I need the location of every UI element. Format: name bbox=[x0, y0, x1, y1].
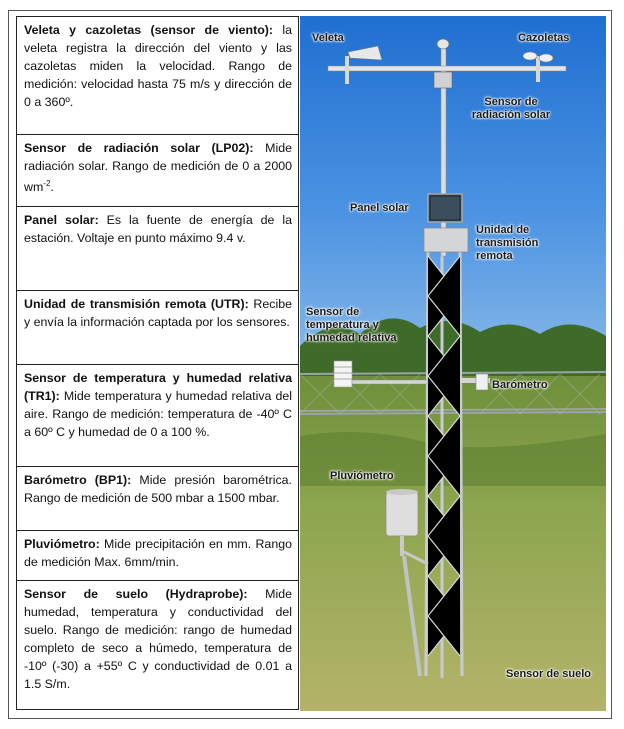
label-pluviometro: Pluviómetro bbox=[330, 470, 394, 482]
row-wind-sensor bbox=[16, 16, 299, 134]
remote-unit-box bbox=[424, 228, 468, 252]
row-title: Sensor de temperatura y humedad relativa (TR1): bbox=[24, 371, 292, 403]
row-title: Veleta y cazoletas (sensor de viento): bbox=[24, 23, 274, 37]
row-text: Mide radiación solar. Rango de medición de 0 a 2000 wm bbox=[24, 141, 292, 195]
row-remote-unit bbox=[16, 290, 299, 364]
row-text: Mide humedad, temperatura y conductividad del suelo. Rango de medición: rango de humedad completo de seco a húmedo, temperatura de -10º (-30) a +55º C y conductividad de 0.01 a 1.5 S/m. bbox=[24, 587, 292, 691]
row-solar-panel bbox=[16, 206, 299, 290]
label-utr: Unidad de transmisión remota bbox=[476, 224, 539, 262]
row-barometer bbox=[16, 466, 299, 530]
row-text: Mide precipitación en mm. Rango de medición Max. 6mm/min. bbox=[24, 537, 292, 569]
row-text: Mide temperatura y humedad relativa del aire. Rango de medición: temperatura de -40º C a 60º C y humedad de 0 a 100 %. bbox=[24, 389, 292, 439]
row-title: Panel solar: bbox=[24, 213, 99, 227]
row-text: la veleta registra la dirección del viento y las cazoletas miden la velocidad. Rango de medición: velocidad hasta 75 m/s y dirección de 0 a 360º. bbox=[24, 23, 292, 109]
row-text: Mide presión barométrica. Rango de medición de 500 mbar a 1500 mbar. bbox=[24, 473, 292, 505]
row-title: Barómetro (BP1): bbox=[24, 473, 132, 487]
label-panel-solar: Panel solar bbox=[350, 202, 409, 214]
row-title: Pluviómetro: bbox=[24, 537, 100, 551]
label-sensor-suelo: Sensor de suelo bbox=[506, 668, 591, 680]
tower-braces bbox=[428, 256, 460, 656]
label-temp-humedad: Sensor de temperatura y humedad relativa bbox=[306, 306, 397, 344]
row-soil-sensor bbox=[16, 580, 299, 710]
label-barometro: Barómetro bbox=[492, 379, 548, 391]
row-title: Sensor de radiación solar (LP02): bbox=[24, 141, 254, 155]
label-radiacion: Sensor de radiación solar bbox=[471, 96, 551, 121]
solar-panel bbox=[428, 194, 462, 222]
row-title: Unidad de transmisión remota (UTR): bbox=[24, 297, 249, 311]
row-temp-humidity bbox=[16, 364, 299, 466]
crossarm bbox=[328, 66, 566, 71]
row-rain-gauge bbox=[16, 530, 299, 580]
row-superscript: -2 bbox=[43, 179, 51, 188]
sensor-description-table bbox=[16, 16, 299, 710]
label-cazoletas: Cazoletas bbox=[518, 32, 570, 44]
label-veleta: Veleta bbox=[312, 32, 344, 44]
row-title: Sensor de suelo (Hydraprobe): bbox=[24, 587, 248, 601]
weather-station-illustration bbox=[300, 16, 606, 711]
row-solar-radiation bbox=[16, 134, 299, 206]
row-text: Recibe y envía la información captada por los sensores. bbox=[24, 297, 293, 329]
weather-station-photo bbox=[300, 16, 606, 711]
row-text: Es la fuente de energía de la estación. Voltaje en punto máximo 9.4 v. bbox=[24, 213, 292, 245]
row-tail: . bbox=[50, 180, 54, 195]
